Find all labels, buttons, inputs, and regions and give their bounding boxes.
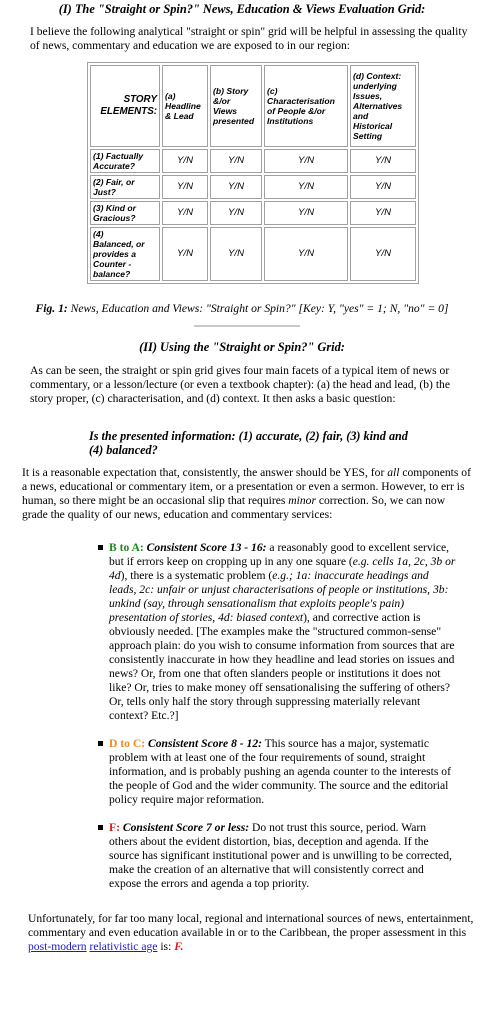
grid-row-header-accurate [90, 149, 160, 173]
grid-cell-2a: Y/N [162, 175, 208, 199]
paragraph-conclusion [28, 912, 476, 954]
text-run: Unfortunately, for far too many local, regional and international sources of news, entertainment, commentary and even education available in or to the Caribbean, the proper assessment in this [28, 912, 474, 939]
link-relativistic-age[interactable]: relativistic age [89, 940, 158, 953]
text-run: components of a news, educational or commentary item, or a presentation or even a sermon. However, to err is human, so there might be an occasional slip that requires [22, 466, 471, 507]
grid-row [90, 175, 416, 199]
evaluation-grid-table [87, 62, 419, 284]
grade-label: B to A: [109, 541, 144, 554]
final-grade: F. [174, 940, 184, 953]
col-header-line: Historical [353, 121, 393, 131]
grid-cell-1a: Y/N [162, 149, 208, 173]
grid-col-header-story [210, 65, 262, 147]
grid-cell-3b: Y/N [210, 201, 262, 225]
bullet-icon [98, 825, 103, 830]
list-item-grade-b-to-a [96, 541, 456, 723]
score-label: Consistent Score 7 or less: [119, 821, 250, 834]
grid-cell-3c: Y/N [264, 201, 348, 225]
text-run: ), and corrective action is obviously needed. [The examples make the "structured common-sense" approach plain: do you wish to consume information from sources that are consistently inaccurate in how they headline and lead stories on issues and news? Or, from one that often slanders people or institutions it does not like? Or, tries to make money off sensationalising the suffering of others? Or, tells only half the story through suppressing materially relevant context? Etc.?] [109, 611, 455, 722]
list-item-grade-d-to-c [96, 737, 456, 807]
col-header-line: presented [213, 116, 255, 126]
row-header-line: provides a [93, 249, 136, 259]
row-header-line: balance? [93, 269, 131, 279]
link-post-modern[interactable]: post-modern [28, 940, 87, 953]
grid-col-header-headline [162, 65, 208, 147]
col-header-line: Headline [165, 101, 201, 111]
grid-row [90, 201, 416, 225]
row-header-line: (4) [93, 229, 104, 239]
col-header-line: and [353, 111, 369, 121]
emphasis: minor [288, 494, 316, 507]
corner-line: ELEMENTS: [100, 106, 157, 117]
col-header-line: (c) [267, 86, 278, 96]
text-run: is: [157, 940, 175, 953]
grade-label: D to C: [109, 737, 146, 750]
text-run: It is a reasonable expectation that, consistently, the answer should be YES, for [22, 466, 388, 479]
text-run: ), there is a systematic problem ( [120, 569, 273, 582]
col-header-line: Institutions [267, 116, 314, 126]
grid-header-row [90, 65, 416, 147]
grid-corner-cell [90, 65, 160, 147]
row-header-line: Balanced, or [93, 239, 145, 249]
text-run: Do not trust this source, period. Warn others about the evident distortion, bias, deception and agenda. If the source has significant institutional power and is unwilling to be corrected, make the creation of an alternative that will consistently correct and expose the errors and agenda a top priority. [109, 821, 452, 890]
bullet-icon [98, 741, 103, 746]
grid-cell-4c: Y/N [264, 227, 348, 281]
row-header-line: Gracious? [93, 213, 136, 223]
grid-cell-2d: Y/N [350, 175, 416, 199]
grid-cell-1d: Y/N [350, 149, 416, 173]
col-header-line: & Lead [165, 111, 194, 121]
grade-label: F: [109, 821, 120, 834]
score-label: Consistent Score 8 - 12: [145, 737, 262, 750]
col-header-line: underlying [353, 81, 397, 91]
col-header-line: Views [213, 106, 238, 116]
bullet-icon [98, 545, 103, 550]
list-item-grade-f [96, 821, 456, 891]
text-run: correction. So, we can now grade the quality of our news, education and commentary services: [22, 494, 446, 521]
grid-cell-2b: Y/N [210, 175, 262, 199]
col-header-line: of People &/or [267, 106, 326, 116]
figure-caption-text: News, Education and Views: "Straight or Spin?" [Key: Y, "yes" = 1; N, "no" = 0] [67, 302, 449, 315]
row-header-line: Counter - [93, 259, 132, 269]
grid-cell-4b: Y/N [210, 227, 262, 281]
col-header-line: Alternatives [353, 101, 403, 111]
grid-cell-1b: Y/N [210, 149, 262, 173]
grid-col-header-characterisation [264, 65, 348, 147]
grid-cell-3d: Y/N [350, 201, 416, 225]
grid-cell-1c: Y/N [264, 149, 348, 173]
grid-cell-2c: Y/N [264, 175, 348, 199]
paragraph-expectation [22, 466, 472, 522]
emphasis: e.g. cells 1a, 2c, 3b or 4d [109, 555, 456, 582]
grid-row [90, 227, 416, 281]
grade-list [96, 541, 456, 905]
figure-label: Fig. 1: [35, 302, 68, 315]
row-header-line: Accurate? [93, 161, 136, 171]
divider [194, 325, 300, 327]
col-header-line: Characterisation [267, 96, 335, 106]
text-run: a reasonably good to excellent service, but if errors keep on cropping up in any one square ( [109, 541, 450, 568]
grid-row-header-fair [90, 175, 160, 199]
row-header-line: Just? [93, 187, 116, 197]
col-header-line: (b) Story [213, 86, 249, 96]
grid-cell-3a: Y/N [162, 201, 208, 225]
paragraph-facets: As can be seen, the straight or spin grid gives four main facets of a typical item of news or commentary, or a lesson/lecture (or even a textbook chapter): (a) the head and lead, (b) the story proper, (c) characterisation, and (d) context. It then asks a basic question: [30, 364, 450, 405]
section-heading-using-grid: (II) Using the "Straight or Spin?" Grid: [139, 340, 345, 354]
score-label: Consistent Score 13 - 16: [143, 541, 267, 554]
grid-row-header-kind [90, 201, 160, 225]
grid-col-header-context [350, 65, 416, 147]
basic-question: Is the presented information: (1) accurate, (2) fair, (3) kind and (4) balanced? [89, 429, 408, 457]
col-header-line: &/or [213, 96, 231, 106]
row-header-line: (2) Fair, or [93, 177, 135, 187]
grid-cell-4d: Y/N [350, 227, 416, 281]
col-header-line: (a) [165, 91, 176, 101]
grid-row [90, 149, 416, 173]
grid-cell-4a: Y/N [162, 227, 208, 281]
corner-line: STORY [123, 94, 157, 105]
emphasis: e.g.; 1a: inaccurate headings and leads, 2c: unfair or unjust characterisations of people or institutions, 3b: unkind (say, through sensationalism that exploits people's pain) presentation of stories, 4d: biased context [109, 569, 449, 624]
emphasis: all [387, 466, 400, 479]
col-header-line: Setting [353, 131, 383, 141]
row-header-line: (1) Factually [93, 151, 144, 161]
grid-row-header-balanced [90, 227, 160, 281]
figure-caption [0, 302, 484, 316]
intro-paragraph: I believe the following analytical "straight or spin" grid will be helpful in assessing the quality of news, commentary and education we are exposed to in our region: [30, 25, 468, 52]
section-heading-grid: (I) The "Straight or Spin?" News, Education & Views Evaluation Grid: [58, 2, 426, 16]
text-run: This source has a major, systematic problem with at least one of the four requirements of sound, straight information, and is probably pushing an agenda counter to the interests of the people of God and the wider community. The source and the editorial policy require major reformation. [109, 737, 451, 806]
row-header-line: (3) Kind or [93, 203, 136, 213]
col-header-line: Issues, [353, 91, 383, 101]
col-header-line: (d) Context: [353, 71, 402, 81]
